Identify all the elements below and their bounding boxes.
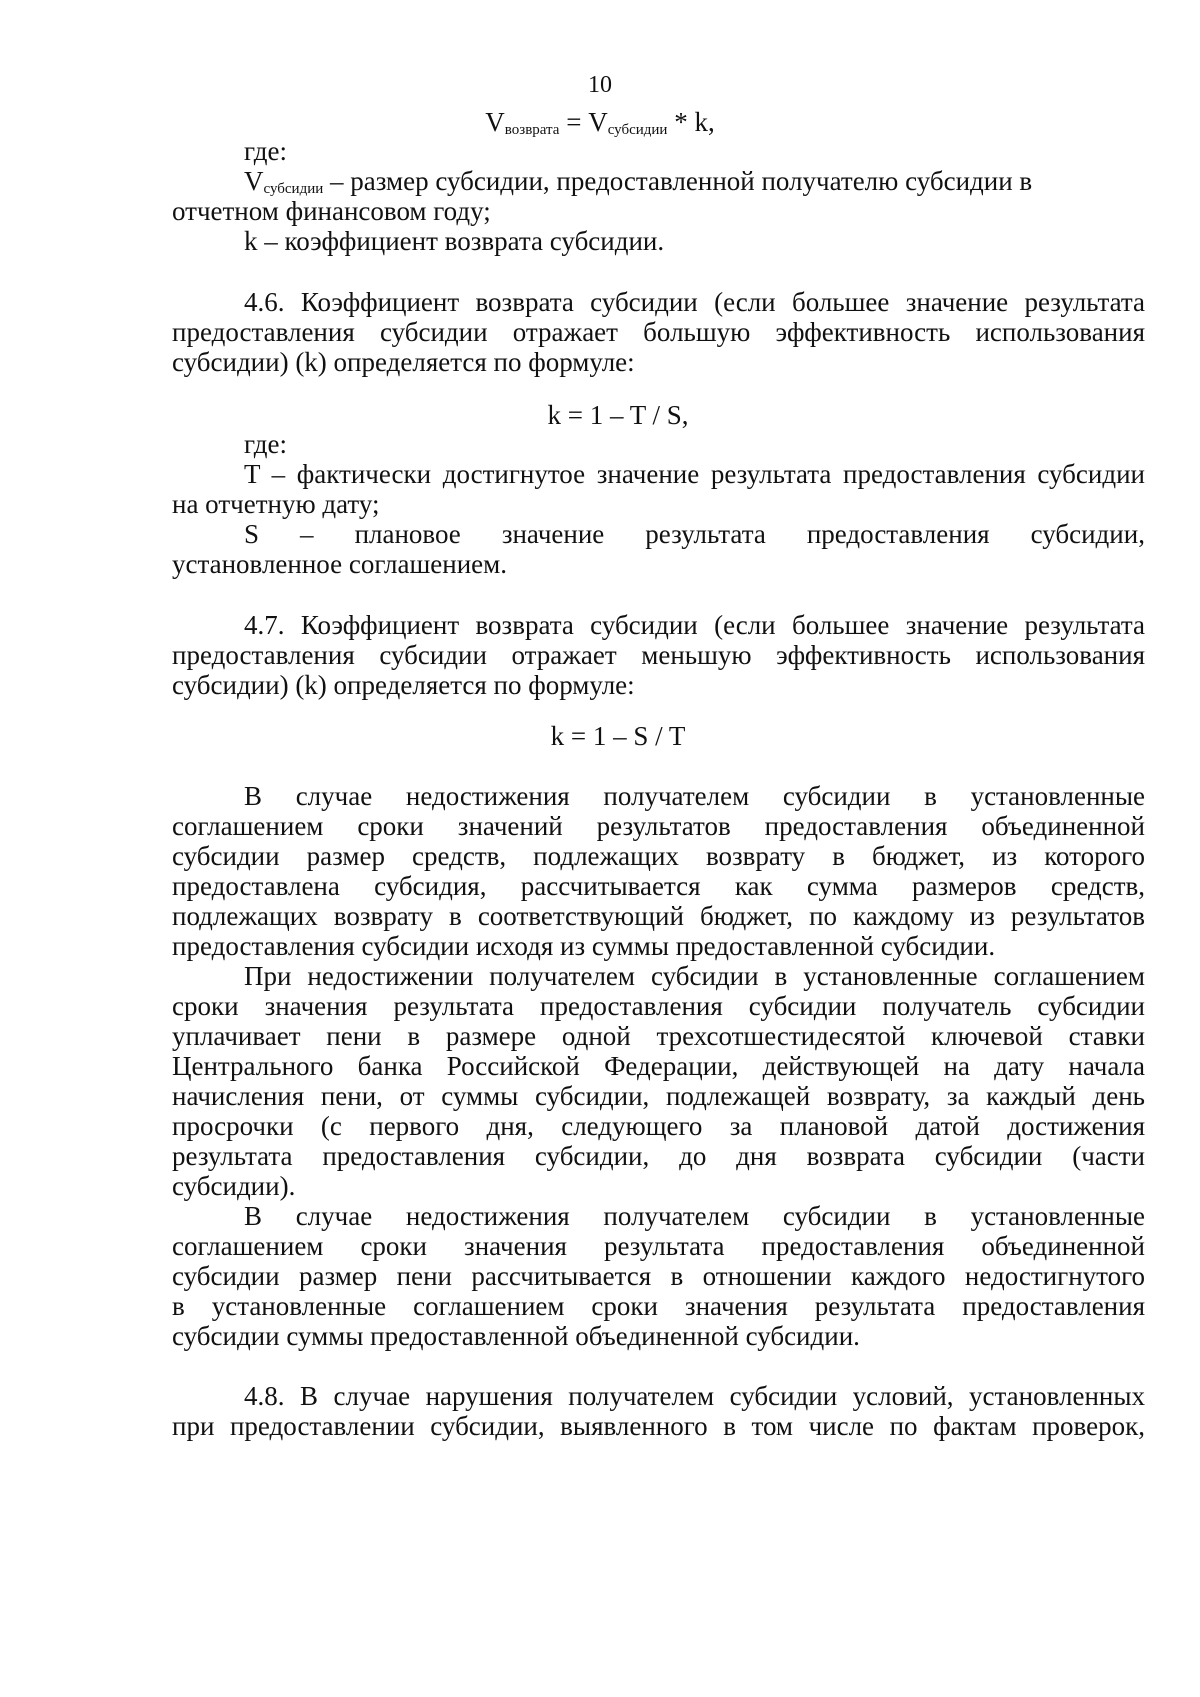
s-word: субсидии,: [1030, 519, 1145, 549]
p46-line: субсидии) (k) определяется по формуле:: [172, 347, 635, 377]
formula-lhs-base: V: [485, 107, 505, 137]
para-a-line: соглашением сроки значений результатов предоставления объединенной: [172, 811, 1145, 841]
para-a-line: субсидии размер средств, подлежащих возврату в бюджет, из которого: [172, 841, 1145, 871]
para-c-line: субсидии размер пени рассчитывается в отношении каждого недостигнутого: [172, 1261, 1145, 1291]
t-definition-line: T – фактически достигнутое значение результата предоставления субсидии: [244, 459, 1145, 489]
para-a-line: предоставлена субсидия, рассчитывается как сумма размеров средств,: [172, 871, 1145, 901]
para-b-line: уплачивает пени в размере одной трехсотшестидесятой ключевой ставки: [172, 1021, 1145, 1051]
p47-line: субсидии) (k) определяется по формуле:: [172, 670, 635, 700]
formula-equals: =: [559, 107, 589, 137]
t-definition-line: на отчетную дату;: [172, 489, 380, 519]
page-number: 10: [588, 72, 612, 98]
s-word: результата: [645, 519, 766, 549]
para-a-line: предоставления субсидии исходя из суммы предоставленной субсидии.: [172, 931, 996, 961]
para-a-line: подлежащих возврату в соответствующий бюджет, по каждому из результатов: [172, 901, 1145, 931]
s-word: S: [244, 519, 260, 549]
s-word: плановое: [354, 519, 461, 549]
vsub-base: V: [244, 166, 264, 196]
s-word: предоставления: [806, 519, 990, 549]
para-c-line: субсидии суммы предоставленной объединенной субсидии.: [172, 1321, 860, 1351]
formula-rhs-base: V: [588, 107, 608, 137]
formula-rhs-tail: * k,: [667, 107, 715, 137]
para-c-line: в установленные соглашением сроки значения результата предоставления: [172, 1291, 1145, 1321]
vsub-subscript: субсидии: [263, 181, 324, 197]
p46-line: 4.6. Коэффициент возврата субсидии (если большее значение результата: [244, 287, 1145, 317]
p47-line: 4.7. Коэффициент возврата субсидии (если большее значение результата: [244, 610, 1145, 640]
s-definition-line: установленное соглашением.: [172, 549, 507, 579]
s-definition-line: [244, 518, 1145, 550]
k-definition: k – коэффициент возврата субсидии.: [244, 226, 665, 256]
where-label: где:: [244, 429, 287, 459]
para-b-line: Центрального банка Российской Федерации, действующей на дату начала: [172, 1051, 1145, 1081]
para-a-line: В случае недостижения получателем субсидии в установленные: [244, 781, 1145, 811]
where-label: где:: [244, 136, 287, 166]
formula-k-decrease: k = 1 – S / T: [550, 721, 686, 751]
formula-k-increase: k = 1 – T / S,: [547, 400, 689, 430]
para-b-line: субсидии).: [172, 1171, 296, 1201]
p47-line: предоставления субсидии отражает меньшую эффективность использования: [172, 640, 1145, 670]
vsub-definition-cont: отчетном финансовом году;: [172, 196, 491, 226]
para-b-line: начисления пени, от суммы субсидии, подлежащей возврату, за каждый день: [172, 1081, 1145, 1111]
p46-line: предоставления субсидии отражает большую эффективность использования: [172, 317, 1145, 347]
s-word: значение: [501, 519, 605, 549]
formula-lhs-subscript: возврата: [504, 122, 560, 138]
formula-rhs-subscript: субсидии: [607, 122, 668, 138]
para-c-line: соглашением сроки значения результата предоставления объединенной: [172, 1231, 1145, 1261]
para-c-line: В случае недостижения получателем субсидии в установленные: [244, 1201, 1145, 1231]
para-b-line: сроки значения результата предоставления субсидии получатель субсидии: [172, 991, 1145, 1021]
para-b-line: результата предоставления субсидии, до дня возврата субсидии (части: [172, 1141, 1145, 1171]
p48-line: при предоставлении субсидии, выявленного в том числе по фактам проверок,: [172, 1411, 1145, 1441]
para-b-line: При недостижении получателем субсидии в установленные соглашением: [244, 961, 1145, 991]
para-b-line: просрочки (с первого дня, следующего за плановой датой достижения: [172, 1111, 1145, 1141]
p48-line: 4.8. В случае нарушения получателем субсидии условий, установленных: [244, 1381, 1145, 1411]
s-word: –: [300, 519, 314, 549]
vsub-text: – размер субсидии, предоставленной получателю субсидии в: [323, 166, 1033, 196]
